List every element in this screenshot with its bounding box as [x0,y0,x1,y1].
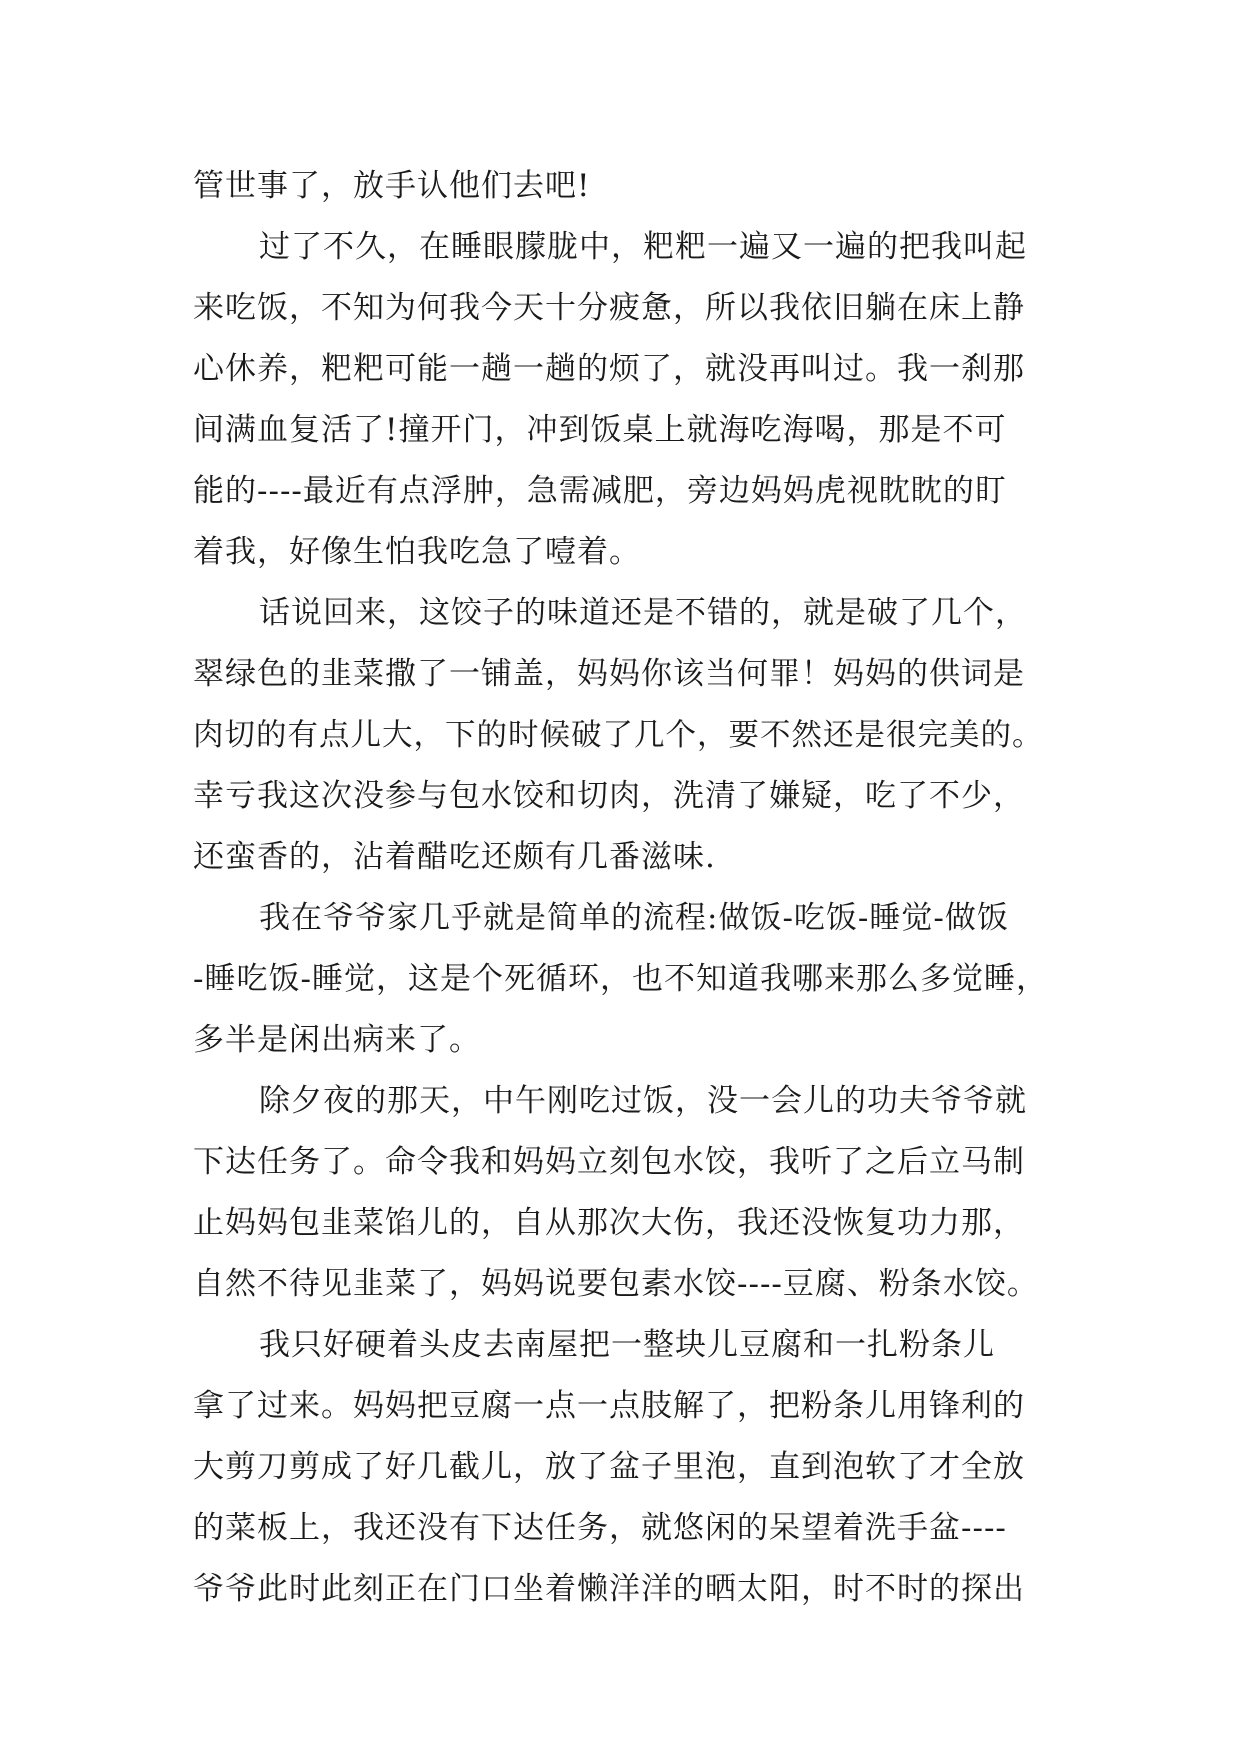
text-line: 拿了过来。妈妈把豆腐一点一点肢解了，把粉条儿用锋利的 [193,1388,1025,1424]
text-line: 止妈妈包韭菜馅儿的，自从那次大伤，我还没恢复功力那， [193,1205,1025,1241]
text-line: -睡吃饭-睡觉，这是个死循环，也不知道我哪来那么多觉睡， [193,961,1048,997]
text-line: 爷爷此时此刻正在门口坐着懒洋洋的晒太阳，时不时的探出 [193,1571,1025,1607]
text-line: 下达任务了。命令我和妈妈立刻包水饺，我听了之后立马制 [193,1144,1025,1180]
text-line: 还蛮香的，沾着醋吃还颇有几番滋味. [193,839,716,875]
text-line: 大剪刀剪成了好几截儿，放了盆子里泡，直到泡软了才全放 [193,1449,1025,1485]
paragraph-first-line: 过了不久，在睡眼朦胧中，粑粑一遍又一遍的把我叫起 [259,229,1027,265]
paragraph-first-line: 话说回来，这饺子的味道还是不错的，就是破了几个， [259,595,1027,631]
text-line: 间满血复活了!撞开门，冲到饭桌上就海吃海喝，那是不可 [193,412,1007,448]
text-line: 翠绿色的韭菜撒了一铺盖，妈妈你该当何罪！妈妈的供词是 [193,656,1025,692]
paragraph-first-line: 我只好硬着头皮去南屋把一整块儿豆腐和一扎粉条儿 [259,1327,995,1363]
text-line: 能的----最近有点浮肿，急需减肥，旁边妈妈虎视眈眈的盯 [193,473,1007,509]
paragraph-first-line: 我在爷爷家几乎就是简单的流程:做饭-吃饭-睡觉-做饭 [259,900,1009,936]
document-page [193,156,1053,1620]
text-line: 的菜板上，我还没有下达任务，就悠闲的呆望着洗手盆---- [193,1510,1007,1546]
text-line: 自然不待见韭菜了，妈妈说要包素水饺----豆腐、粉条水饺。 [193,1266,1039,1302]
text-line: 幸亏我这次没参与包水饺和切肉，洗清了嫌疑，吃了不少， [193,778,1025,814]
text-line: 肉切的有点儿大，下的时候破了几个，要不然还是很完美的。 [193,718,1044,753]
text-line: 着我，好像生怕我吃急了噎着。 [193,534,641,570]
text-line: 管世事了，放手认他们去吧! [193,168,591,204]
text-line: 来吃饭，不知为何我今天十分疲惫，所以我依旧躺在床上静 [193,290,1025,326]
text-line: 多半是闲出病来了。 [193,1022,481,1058]
text-line: 心休养，粑粑可能一趟一趟的烦了，就没再叫过。我一刹那 [193,351,1025,387]
paragraph-first-line: 除夕夜的那天，中午刚吃过饭，没一会儿的功夫爷爷就 [259,1083,1027,1119]
